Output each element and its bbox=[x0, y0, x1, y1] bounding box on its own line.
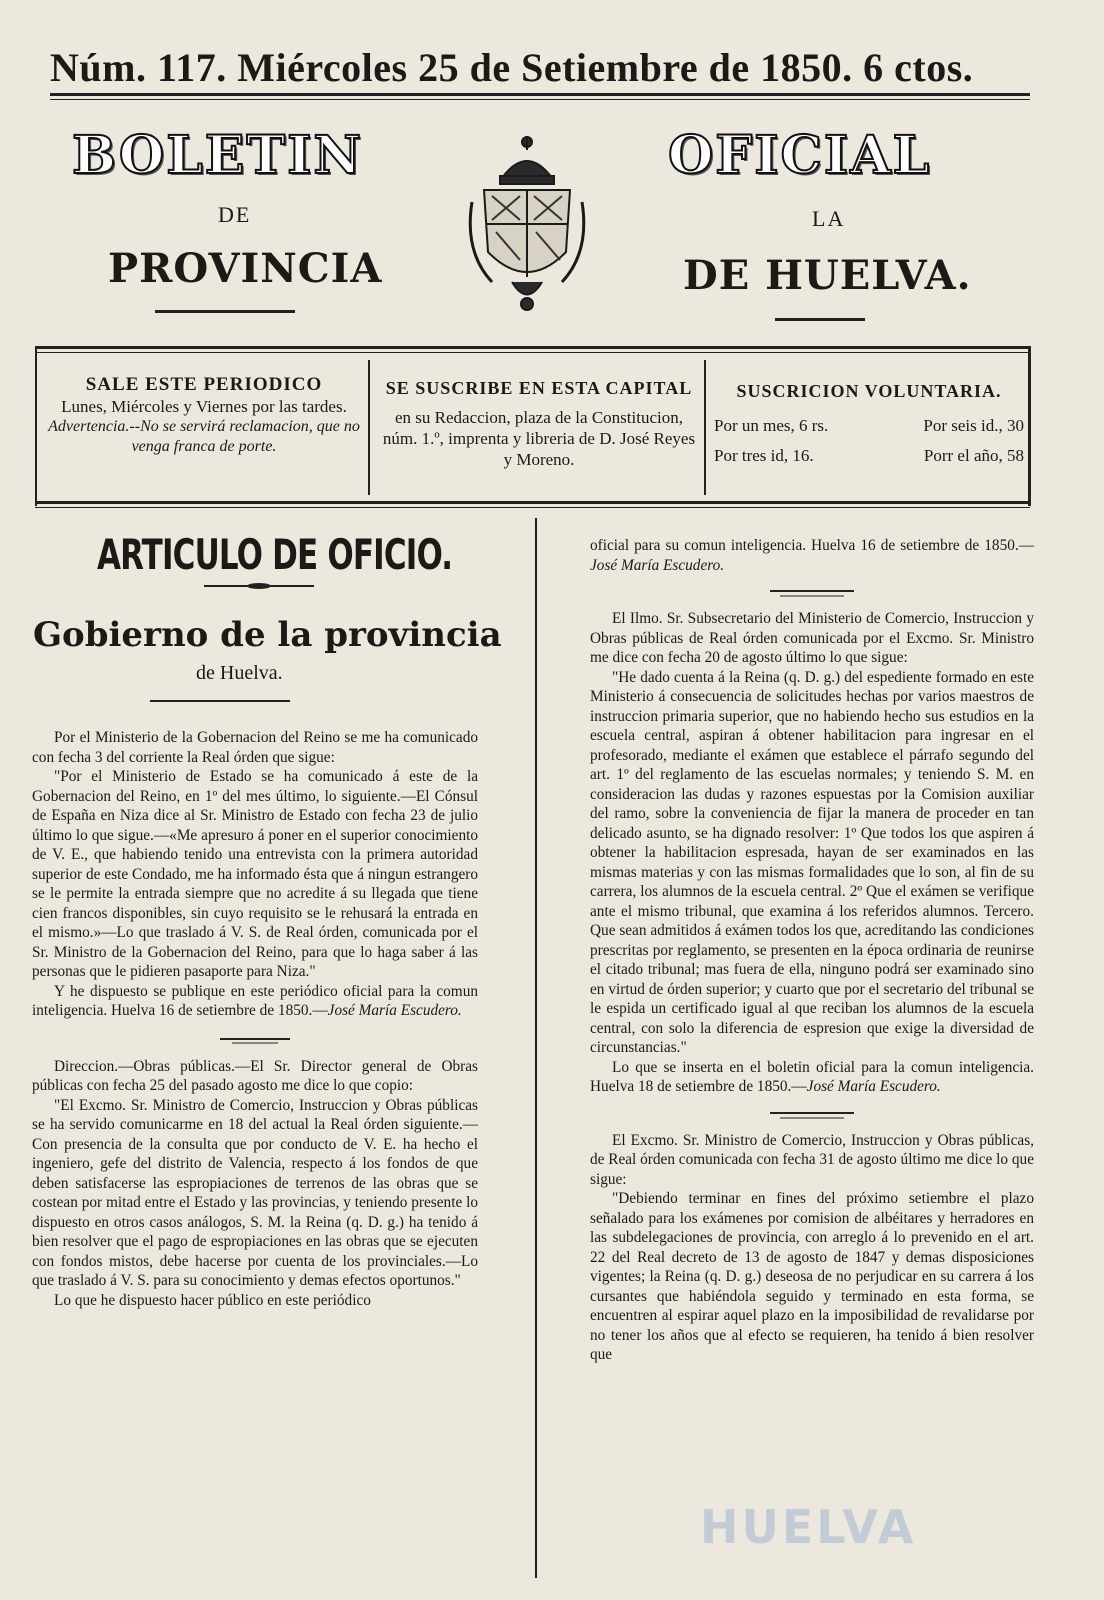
paragraph-text: Lo que se inserta en el boletin oficial para la comun inteligencia. Huelva 18 de setiembre de 1850.— bbox=[590, 1058, 1034, 1095]
separator-icon bbox=[590, 1097, 1034, 1131]
signature: José María Escudero. bbox=[327, 1002, 462, 1019]
signature: José María Escudero. bbox=[806, 1078, 941, 1095]
coat-of-arms-icon bbox=[462, 132, 592, 314]
paragraph-text: oficial para su comun inteligencia. Huelva 16 de setiembre de 1850.— bbox=[590, 537, 1034, 554]
title-la: LA bbox=[812, 206, 846, 231]
title-underline-left bbox=[155, 310, 295, 313]
info-divider-1 bbox=[368, 360, 370, 495]
title-oficial: OFICIAL bbox=[668, 125, 932, 186]
left-paragraph: Lo que he dispuesto hacer público en este periódico bbox=[54, 1291, 371, 1309]
info-left-rule bbox=[35, 346, 37, 506]
info-divider-2 bbox=[704, 360, 706, 495]
title-underline-right bbox=[775, 318, 865, 321]
column-divider bbox=[535, 518, 537, 1578]
right-paragraph: El Excmo. Sr. Ministro de Comercio, Instruccion y Obras públicas, de Real órden comunicada con fecha 31 de agosto último me dice lo que sigue: bbox=[590, 1131, 1034, 1188]
info-col-subscribe bbox=[378, 378, 700, 470]
info-bottom-rule-2 bbox=[35, 507, 1030, 508]
gov-rule bbox=[150, 700, 290, 702]
left-paragraph bbox=[32, 982, 478, 1021]
watermark: HUELVA bbox=[700, 1500, 917, 1554]
info-top-rule bbox=[35, 346, 1030, 349]
top-rule bbox=[50, 93, 1030, 96]
right-paragraph: "Debiendo terminar en fines del próximo setiembre el plazo señalado para los exámenes por comision de albéitares y herradores en las subdelegaciones de provincia, con arreglo á lo prevenido en el art. 22 del Real decreto de 13 de agosto de 1847 y demas disposiciones vigentes; la Reina (q. D. g.) deseosa de no perjudicar en su carrera á los cursantes que habiéndola seguido y terminado en esta forma, se encuentren al espirar aquel plazo en la imposibilidad de revalidarse por no tener los años que al efecto se requieren, ha tenido á bien resolver que bbox=[590, 1190, 1034, 1363]
left-paragraph: Direccion.—Obras públicas.—El Sr. Director general de Obras públicas con fecha 25 del pasado agosto me dice lo que copio: bbox=[32, 1057, 478, 1094]
right-paragraph: El Ilmo. Sr. Subsecretario del Ministerio de Comercio, Instruccion y Obras públicas de Real órden comunicada por el Excmo. Sr. Ministro me dice con fecha 20 de agosto último lo que sigue: bbox=[590, 610, 1034, 666]
price-year: Porr el año, 58 bbox=[923, 446, 1024, 465]
price-month: Por un mes, 6 rs. bbox=[714, 416, 829, 435]
left-paragraph: "Por el Ministerio de Estado se ha comunicado á este de la Gobernacion del Reino, en 1º del mes último, lo siguiente.—El Cónsul de España en Niza dice al Sr. Ministro de Estado con fecha 23 de julio último lo que sigue.—«Me apresuro á poner en el superior conocimiento de V. E., que habiendo tenido una entrevista con la primera autoridad superior de este Condado, me ha informado ésta que á ningun estrangero se le permite la entrada siempre que no acredite á su llegada que tiene cien francos disponibles, sin cuyo requisito se le rehusará la entrada en el mismo.»—Lo que traslado á V. S. de Real órden, comunicada por el Sr. Ministro de la Gobernacion del Reino, para que lo haga saber á las personas que le pidieren pasaporte para Niza." bbox=[32, 768, 478, 980]
signature: José María Escudero. bbox=[590, 556, 725, 574]
info-top-rule-2 bbox=[35, 352, 1030, 353]
top-rule-thin bbox=[50, 99, 1030, 100]
prices-heading: SUSCRICION VOLUNTARIA. bbox=[736, 381, 1002, 401]
right-paragraph: "He dado cuenta á la Reina (q. D. g.) del espediente formado en este Ministerio á consecuencia de solicitudes hechas por varios maestros de instruccion primaria superior, que no habiendo hecho sus estudios en la escuela central, aspiran á obtener habilitacion para ingresar en el profesorado, mediante el exámen que establece el párrafo segundo del art. 1º del reglamento de las escuelas normales; y teniendo S. M. en consideracion las dudas y razones espuestas por la Comision auxiliar del ramo, sobre la conveniencia de fijar la manera de proceder en tan delicado asunto, se ha dignado resolver: 1º Que todos los que aspiren á obtener la habilitacion espresada, hayan de ser examinados en las mismas materias y con las mismas formalidades que lo son, al fin de su carrera, los alumnos de la escuela central. 2º Que el exámen se verifique ante el mismo tribunal, que examina á los referidos alumnos. Tercero. Que sean admitidos á exámen todos los que, acreditando las condiciones prescritas por reglamento, se presenten en la época ordinaria de reunirse el citado tribunal; mas fuera de ella, ninguno podrá ser examinado sino en virtud de órden superior; y cuarto que por el secretario del tribunal se le espida un certificado igual al que reciban los alumnos de la escuela central, con solo la diferencia de espresion que exige la diversidad de circunstancias." bbox=[590, 668, 1034, 1056]
right-column bbox=[590, 536, 1034, 1365]
info-right-rule bbox=[1028, 346, 1031, 506]
gov-title: Gobierno de la provincia bbox=[33, 615, 502, 655]
left-paragraph: Por el Ministerio de la Gobernacion del Reino se me ha comunicado con fecha 3 del corriente la Real órden que sigue: bbox=[32, 729, 478, 766]
separator-icon bbox=[590, 575, 1034, 609]
title-de: DE bbox=[218, 202, 252, 227]
info-col-prices bbox=[714, 381, 1024, 466]
gov-subtitle: de Huelva. bbox=[196, 662, 283, 684]
right-paragraph bbox=[590, 1058, 1034, 1097]
schedule-heading: SALE ESTE PERIODICO bbox=[85, 374, 323, 395]
issue-line: Núm. 117. Miércoles 25 de Setiembre de 1850. 6 ctos. bbox=[50, 45, 974, 90]
price-three-months: Por tres id, 16. bbox=[714, 446, 814, 465]
title-provincia: PROVINCIA bbox=[108, 245, 383, 292]
title-huelva: DE HUELVA. bbox=[683, 252, 972, 299]
info-bottom-rule bbox=[35, 501, 1030, 504]
subscribe-heading: SE SUSCRIBE EN ESTA CAPITAL bbox=[385, 378, 693, 398]
price-six-months: Por seis id., 30 bbox=[923, 416, 1024, 435]
info-col-schedule bbox=[46, 374, 362, 457]
left-paragraph: "El Excmo. Sr. Ministro de Comercio, Instruccion y Obras públicas se ha servido comunicarme en 18 del actual la Real órden siguiente.—Con presencia de la consulta que por conducto de V. E. ha hecho el ingeniero, gefe del distrito de Valencia, respecto á los fondos de que deben satisfacerse las espropiaciones de terrenos de las obras que se costean por mitad entre el Estado y las provincias, y teniendo presente lo dispuesto en otros casos análogos, S. M. la Reina (q. D. g.) ha tenido á bien resolver que el pago de espropiaciones en las obras que se ejecuten con fondos mistos, debe hacerse por cuenta de los provinciales.—Lo que traslado á V. S. para su conocimiento y demas efectos oportunos." bbox=[32, 1096, 478, 1289]
title-boletin: BOLETIN bbox=[72, 125, 363, 186]
ornament-icon bbox=[204, 582, 314, 590]
separator-icon bbox=[32, 1021, 478, 1057]
right-paragraph bbox=[590, 536, 1034, 575]
paragraph-text: Y he dispuesto se publique en este periódico oficial para la comun inteligencia. Huelva 16 de setiembre de 1850.— bbox=[32, 982, 478, 1019]
section-title: ARTICULO DE OFICIO. bbox=[97, 530, 453, 579]
schedule-days: Lunes, Miércoles y Viernes por las tardes. bbox=[61, 397, 347, 416]
schedule-notice: Advertencia.--No se servirá reclamacion, que no venga franca de porte. bbox=[48, 418, 360, 455]
subscribe-text: en su Redaccion, plaza de la Constitucion, núm. 1.º, imprenta y libreria de D. José Reyes y Moreno. bbox=[382, 408, 696, 469]
left-column bbox=[32, 728, 478, 1310]
